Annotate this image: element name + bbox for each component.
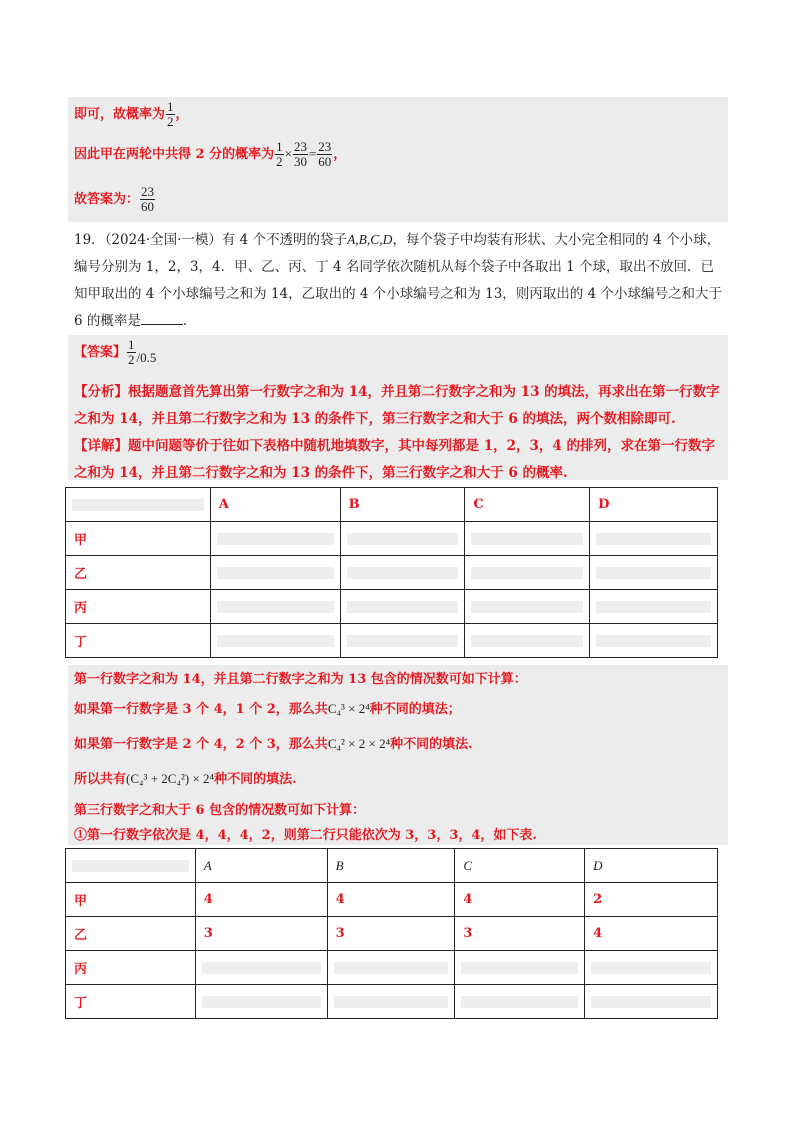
prev-line-2 <box>74 140 346 169</box>
text: 根据题意首先算出第一行数字之和为 14，并且第二行数字之和为 13 的填法，再求出在第一行数字之和为 14，并且第二行数字之和为 13 的条件下，第三行数字之和大于 6 的填法，两个数相除即可. <box>74 384 720 427</box>
table-cell: D <box>585 849 718 883</box>
text: 即可，故概率为 <box>74 107 166 122</box>
table-1 <box>65 487 718 658</box>
text <box>293 140 308 169</box>
table-cell <box>590 590 718 624</box>
table-cell <box>210 556 340 590</box>
table-2 <box>65 848 718 1019</box>
table-cell: 2 <box>585 883 718 917</box>
text: ． <box>182 313 197 329</box>
text <box>471 567 583 579</box>
text: 种不同的填法. <box>390 737 473 752</box>
text: 1 <box>167 99 174 114</box>
calc-line-5: 第三行数字之和大于 6 包含的情况数可如下计算： <box>74 803 366 818</box>
table-cell <box>340 624 465 658</box>
table-cell: 丙 <box>66 590 211 624</box>
text: 有 4 个不透明的袋子 <box>221 232 348 248</box>
text <box>461 962 578 974</box>
text <box>471 601 583 613</box>
text <box>217 567 334 579</box>
calc-line-1: 第一行数字之和为 14，并且第二行数字之和为 13 包含的情况数可如下计算： <box>74 672 527 687</box>
table-cell <box>195 985 327 1019</box>
calc-line-6: ①第一行数字依次是 4，4，4，2，则第二行只能依次为 3，3，3，4，如下表. <box>74 828 537 843</box>
text <box>347 533 459 545</box>
text: = <box>308 146 317 161</box>
text: 2 <box>167 114 174 129</box>
answer-line <box>74 338 156 367</box>
text: 【详解】 <box>74 438 128 454</box>
prev-line-3 <box>74 185 156 214</box>
text: ， <box>175 107 189 122</box>
table-cell: A <box>195 849 327 883</box>
text <box>217 533 334 545</box>
text <box>591 962 711 974</box>
table-cell: 3 <box>327 917 455 951</box>
text <box>275 140 284 169</box>
text: 种不同的填法； <box>369 702 461 717</box>
table-cell: 丙 <box>66 951 196 985</box>
calc-line-3 <box>74 733 473 752</box>
table-cell <box>455 951 585 985</box>
text: 题中问题等价于往如下表格中随机地填数字，其中每列都是 1，2，3，4 的排列，求在第一行数字之和为 14，并且第二行数字之和为 13 的条件下，第三行数字之和大于 6 的概率. <box>74 438 715 481</box>
table-cell <box>585 951 718 985</box>
text <box>471 533 583 545</box>
table-cell <box>340 556 465 590</box>
text <box>72 499 204 511</box>
text <box>596 533 711 545</box>
text: 如果第一行数字是 3 个 4，1 个 2，那么共 <box>74 702 328 717</box>
table-cell: 4 <box>455 883 585 917</box>
table-cell: 3 <box>195 917 327 951</box>
text: 【答案】 <box>74 345 127 360</box>
table-cell <box>210 624 340 658</box>
table-cell: 4 <box>327 883 455 917</box>
text: 种不同的填法. <box>214 772 297 787</box>
text: 23 <box>141 184 155 199</box>
table-cell: 丁 <box>66 624 211 658</box>
table-cell: 乙 <box>66 556 211 590</box>
table-cell: B <box>327 849 455 883</box>
table-cell: 4 <box>195 883 327 917</box>
text <box>217 635 334 647</box>
table-cell: 甲 <box>66 522 211 556</box>
text: 1 <box>128 337 135 352</box>
text <box>347 601 459 613</box>
text: 30 <box>293 154 307 169</box>
table-cell: 甲 <box>66 883 196 917</box>
table-cell <box>210 590 340 624</box>
table-cell <box>590 556 718 590</box>
analysis <box>74 379 724 433</box>
text: 1 <box>276 139 283 154</box>
text: 如果第一行数字是 2 个 4，2 个 3，那么共 <box>74 737 328 752</box>
table-cell: 3 <box>455 917 585 951</box>
text <box>591 996 711 1008</box>
text: 60 <box>141 199 155 214</box>
text <box>140 185 155 214</box>
table-cell <box>590 522 718 556</box>
text <box>347 635 459 647</box>
calc-block <box>68 665 728 845</box>
table-cell <box>327 951 455 985</box>
text <box>202 996 321 1008</box>
detail <box>74 433 724 487</box>
table-cell: 4 <box>585 917 718 951</box>
table-cell <box>590 624 718 658</box>
table-cell: C <box>465 488 590 522</box>
fraction <box>166 100 175 129</box>
calc-line-2 <box>74 698 461 717</box>
text: × <box>284 146 292 161</box>
text: 23 <box>318 139 332 154</box>
text <box>217 601 334 613</box>
text <box>202 962 321 974</box>
table-cell <box>195 951 327 985</box>
table-cell: B <box>340 488 465 522</box>
text: (C₄³ + 2C₄²) × 2⁴ <box>126 771 215 786</box>
table-cell <box>66 488 211 522</box>
table-cell <box>465 624 590 658</box>
text: 60 <box>318 154 332 169</box>
table-cell <box>210 522 340 556</box>
table-cell: 丁 <box>66 985 196 1019</box>
text <box>347 567 459 579</box>
table-cell <box>455 985 585 1019</box>
text: 19． <box>74 232 105 248</box>
table-cell: A <box>210 488 340 522</box>
table-cell <box>66 849 196 883</box>
text <box>127 338 136 367</box>
table-cell: C <box>455 849 585 883</box>
table-cell <box>465 556 590 590</box>
text: 【分析】 <box>74 384 128 400</box>
table-cell <box>327 985 455 1019</box>
text: 2 <box>276 154 283 169</box>
table-cell <box>340 522 465 556</box>
text <box>596 601 711 613</box>
text: （2024·全国·一模） <box>104 232 222 248</box>
text: ， <box>333 147 347 162</box>
text: 23 <box>293 139 307 154</box>
text: /0.5 <box>136 350 157 365</box>
text <box>334 962 449 974</box>
text: ，每个袋子中均装有形状、大小完全相同的 4 个小球，编号分别为 1，2，3，4．甲、乙、丙、丁 4 名同学依次随机从每个袋子中各取出 1 个球，取出不放回．已知甲取出的 4 个小球编号之和为 14，乙取出的 4 个小球编号之和为 13，则丙取出的 4 个小球编号之和大于 6 的概率是 <box>74 232 722 329</box>
text: 所以共有 <box>74 772 127 787</box>
table-cell <box>465 590 590 624</box>
question-19: 19．（2024·全国·一模）有 4 个不透明的袋子A,B,C,D，每个袋子中均装有形状、大小完全相同的 4 个小球，编号分别为 1，2，3，4．甲、乙、丙、丁 4 名同学依次随机从每个袋子中各取出 1 个球，取出不放回．已知甲取出的 4 个小球编号之和为 14，乙取出的 4 个小球编号之和为 13，则丙取出的 4 个小球编号之和大于 6 的概率是 ． <box>74 232 722 329</box>
text <box>596 567 711 579</box>
text <box>334 996 449 1008</box>
text <box>461 996 578 1008</box>
table-cell: D <box>590 488 718 522</box>
text <box>72 860 189 872</box>
prev-line-1 <box>74 100 189 129</box>
text: C₄² × 2 × 2⁴ <box>327 736 391 751</box>
table-cell <box>465 522 590 556</box>
answer-blank <box>141 324 183 325</box>
text: C₄³ × 2⁴ <box>327 701 370 716</box>
text: 故答案为： <box>74 192 140 207</box>
table-cell: 乙 <box>66 917 196 951</box>
calc-line-4 <box>74 768 297 787</box>
text <box>317 140 332 169</box>
table-cell <box>585 985 718 1019</box>
text: 2 <box>128 352 135 367</box>
text <box>596 635 711 647</box>
table-cell <box>340 590 465 624</box>
text <box>471 635 583 647</box>
text: 因此甲在两轮中共得 2 分的概率为 <box>74 147 275 162</box>
